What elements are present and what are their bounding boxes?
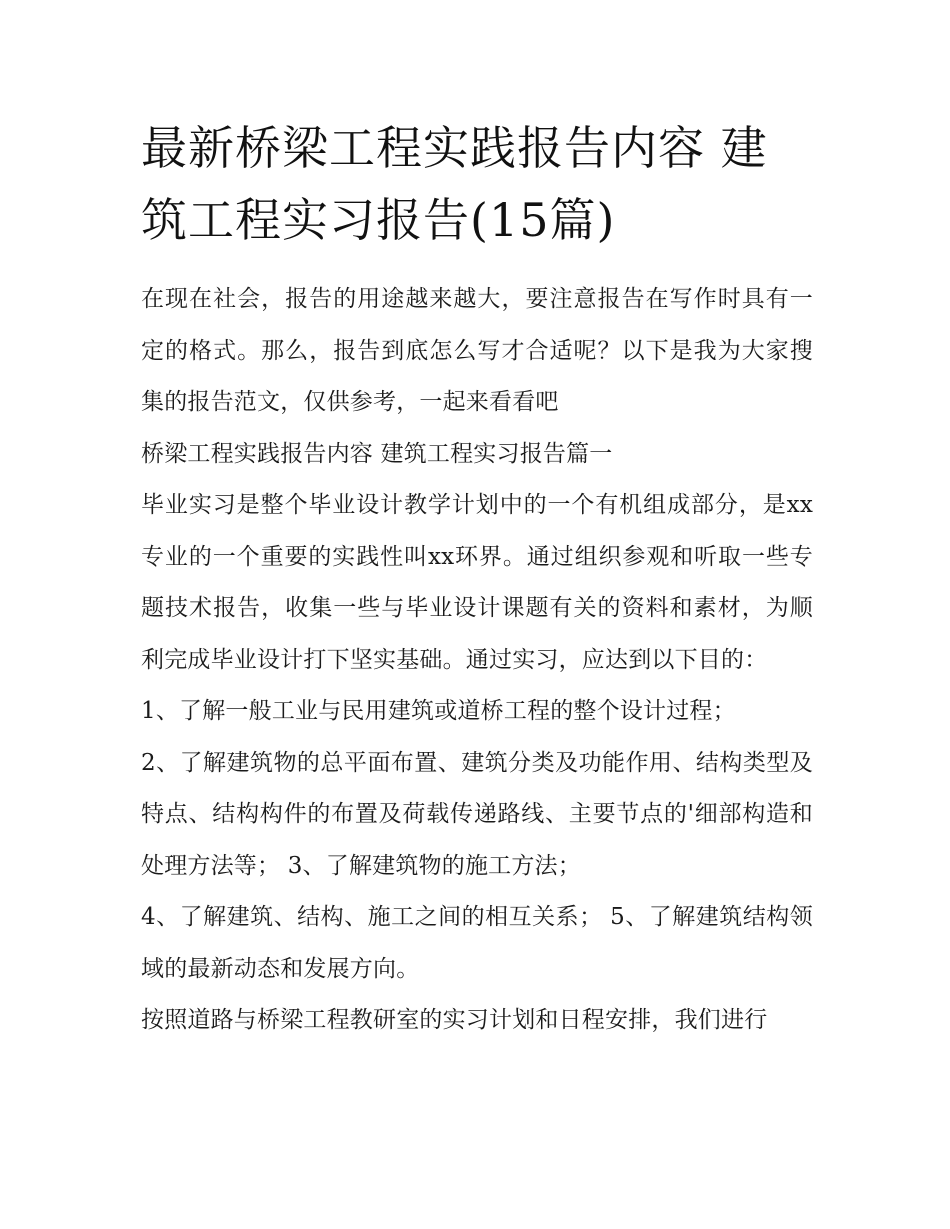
list-item-1: 1、了解一般工业与民用建筑或道桥工程的整个设计过程； bbox=[141, 698, 736, 724]
list-item-2-3: 2、了解建筑物的总平面布置、建筑分类及功能作用、结构类型及特点、结构构件的布置及荷载传递路线、主要节点的'细部构造和处理方法等； 3、了解建筑物的施工方法； bbox=[141, 749, 813, 879]
document-page bbox=[141, 112, 813, 1047]
body-paragraph-continued: 按照道路与桥梁工程教研室的实习计划和日程安排，我们进行 bbox=[141, 1007, 768, 1033]
body-paragraph: 毕业实习是整个毕业设计教学计划中的一个有机组成部分，是xx专业的一个重要的实践性叫xx环界。通过组织参观和听取一些专题技术报告，收集一些与毕业设计课题有关的资料和素材，为顺利完成毕业设计打下坚实基础。通过实习，应达到以下目的： bbox=[141, 492, 813, 673]
document-body bbox=[141, 274, 813, 1047]
intro-paragraph: 在现在社会，报告的用途越来越大，要注意报告在写作时具有一定的格式。那么，报告到底怎么写才合适呢？以下是我为大家搜集的报告范文，仅供参考，一起来看看吧 bbox=[141, 286, 813, 415]
list-item-4-5: 4、了解建筑、结构、施工之间的相互关系； 5、了解建筑结构领域的最新动态和发展方向。 bbox=[141, 904, 813, 982]
section-heading: 桥梁工程实践报告内容 建筑工程实习报告篇一 bbox=[141, 440, 613, 467]
document-title: 最新桥梁工程实践报告内容 建筑工程实习报告(15篇) bbox=[141, 121, 768, 247]
